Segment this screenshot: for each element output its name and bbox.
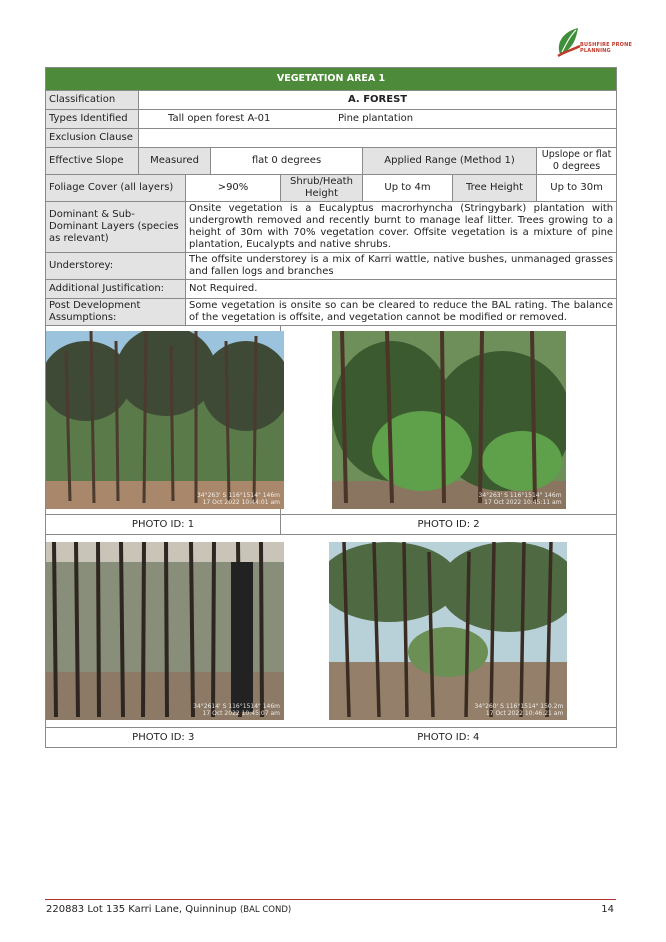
photo-1-id: PHOTO ID: 1 <box>46 515 281 535</box>
additional-label: Additional Justification: <box>46 280 186 299</box>
photo-3-cell <box>46 535 281 728</box>
photo-2-stamp-2: 17 Oct 2022 10:45:11 am <box>484 499 562 506</box>
company-logo <box>554 26 634 60</box>
photo-1-cell <box>46 326 281 515</box>
exclusion-value <box>139 129 617 148</box>
dominant-value: Onsite vegetation is a Eucalyptus macrorhyncha (Stringybark) plantation with undergrowth removed and recently burnt to manage leaf litter. Trees growing to a height of 30m with 70% vegetation cover. Offsite vegetation is a mixture of pine plantation, Eucalypts and native shrubs. <box>186 202 617 253</box>
forest-photo-1-image <box>46 331 284 509</box>
page-number: 14 <box>601 904 614 915</box>
slope-applied-label: Applied Range (Method 1) <box>363 148 537 175</box>
footer-address <box>46 904 291 915</box>
types-value <box>139 110 617 129</box>
slope-measured-value: flat 0 degrees <box>211 148 363 175</box>
photo-3 <box>46 542 284 720</box>
shrub-height-label: Shrub/Heath Height <box>281 175 363 202</box>
types-label: Types Identified <box>46 110 139 129</box>
photo-3-id: PHOTO ID: 3 <box>46 728 281 748</box>
photo-1-stamp-1: 34°263' S 116°1514" 146m <box>196 492 280 499</box>
photo-2 <box>332 331 566 509</box>
post-dev-label: Post Development Assumptions: <box>46 299 186 326</box>
slope-applied-value: Upslope or flat 0 degrees <box>537 148 617 175</box>
slope-measured-label: Measured <box>139 148 211 175</box>
understorey-label: Understorey: <box>46 253 186 280</box>
foliage-value: >90% <box>186 175 281 202</box>
vegetation-area-table <box>45 67 617 748</box>
forest-photo-2-image <box>332 331 566 509</box>
footer-address-suffix: (BAL COND) <box>239 905 292 915</box>
forest-photo-4-image <box>329 542 567 720</box>
photo-1-stamp-2: 17 Oct 2022 10:44:01 am <box>202 499 280 506</box>
logo-line2: PLANNING <box>580 47 611 54</box>
footer-address-text: 220883 Lot 135 Karri Lane, Quinninup <box>46 904 237 915</box>
classification-label: Classification <box>46 91 139 110</box>
tree-height-label: Tree Height <box>453 175 537 202</box>
photo-3-stamp-2: 17 Oct 2022 10:45:07 am <box>202 710 280 717</box>
photo-4-stamp-2: 17 Oct 2022 10:46:21 am <box>485 710 564 717</box>
post-dev-value: Some vegetation is onsite so can be cleared to reduce the BAL rating. The balance of the vegetation is offsite, and vegetation cannot be modified or removed. <box>186 299 617 326</box>
foliage-label: Foliage Cover (all layers) <box>46 175 186 202</box>
photo-4-cell <box>281 535 617 728</box>
photo-4-id: PHOTO ID: 4 <box>281 728 617 748</box>
classification-value: A. FOREST <box>139 91 617 110</box>
dominant-label: Dominant & Sub-Dominant Layers (species as relevant) <box>46 202 186 253</box>
logo-line1: BUSHFIRE PRONE <box>580 42 633 48</box>
slope-label: Effective Slope <box>46 148 139 175</box>
photo-3-stamp-1: 34°2614' S 116°1514" 146m <box>193 703 280 710</box>
photo-2-cell <box>281 326 617 515</box>
shrub-height-value: Up to 4m <box>363 175 453 202</box>
footer-divider <box>45 899 616 900</box>
forest-photo-3-image <box>46 542 284 720</box>
tree-height-value: Up to 30m <box>537 175 617 202</box>
understorey-value: The offsite understorey is a mix of Karri wattle, native bushes, unmanaged grasses and fallen logs and branches <box>186 253 617 280</box>
additional-value: Not Required. <box>186 280 617 299</box>
table-title: VEGETATION AREA 1 <box>46 68 617 91</box>
photo-4 <box>329 542 567 720</box>
types-value-2: Pine plantation <box>338 113 414 124</box>
types-value-1: Tall open forest A-01 <box>168 113 271 124</box>
photo-2-stamp-1: 34°263' S 116°1514" 146m <box>478 492 562 499</box>
photo-2-id: PHOTO ID: 2 <box>281 515 617 535</box>
photo-4-stamp-1: 34°260' S 116°1514" 150.2m <box>474 703 564 710</box>
photo-1 <box>46 331 284 509</box>
exclusion-label: Exclusion Clause <box>46 129 139 148</box>
